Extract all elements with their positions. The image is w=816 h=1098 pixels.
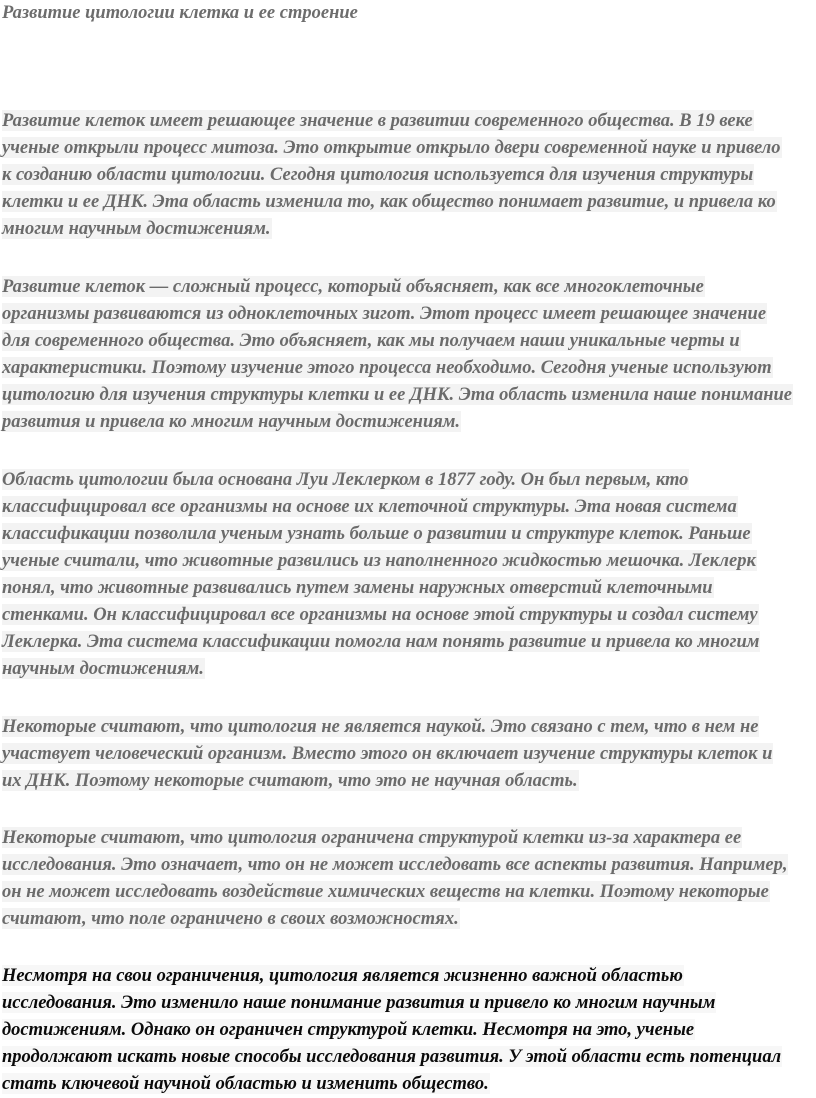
paragraph-2 <box>2 274 814 436</box>
text-line: исследования. Это означает, что он не может исследовать все аспекты развития. Например, <box>2 855 788 875</box>
text-line: организмы развиваются из одноклеточных зигот. Этот процесс имеет решающее значение <box>2 304 767 324</box>
text-line: клетки и ее ДНК. Эта область изменила то, как общество понимает развитие, и привела ко <box>2 192 776 212</box>
text-line: исследования. Это изменило наше понимание развития и привело ко многим научным <box>2 993 716 1013</box>
text-line: Развитие клеток — сложный процесс, который объясняет, как все многоклеточные <box>2 277 704 297</box>
text-line: их ДНК. Поэтому некоторые считают, что это не научная область. <box>2 771 578 791</box>
paragraph-4 <box>2 714 814 795</box>
text-line: он не может исследовать воздействие химических веществ на клетки. Поэтому некоторые <box>2 882 769 902</box>
text-line: цитологию для изучения структуры клетки и ее ДНК. Эта область изменила наше понимание <box>2 385 792 405</box>
text-line: Некоторые считают, что цитология не является наукой. Это связано с тем, что в нем не <box>2 717 759 737</box>
text-line: к созданию области цитологии. Сегодня цитология используется для изучения структуры <box>2 165 754 185</box>
paragraph-3 <box>2 467 814 683</box>
text-line: Область цитологии была основана Луи Леклерком в 1877 году. Он был первым, кто <box>2 470 689 490</box>
text-line: для современного общества. Это объясняет, как мы получаем наши уникальные черты и <box>2 331 740 351</box>
text-line: стенками. Он классифицировал все организмы на основе этой структуры и создал систему <box>2 605 758 625</box>
text-line: ученые считали, что животные развились из наполненного жидкостью мешочка. Леклерк <box>2 551 756 571</box>
text-line: Леклерка. Эта система классификации помогла нам понять развитие и привела ко многим <box>2 632 760 652</box>
text-line: Развитие клеток имеет решающее значение в развитии современного общества. В 19 веке <box>2 111 753 131</box>
text-line: Несмотря на свои ограничения, цитология является жизненно важной областью <box>2 966 683 986</box>
text-line: продолжают искать новые способы исследования развития. У этой области есть потенциал <box>2 1047 782 1067</box>
text-line: Некоторые считают, что цитология ограничена структурой клетки из-за характера ее <box>2 828 742 848</box>
text-line: понял, что животные развивались путем замены наружных отверстий клеточными <box>2 578 713 598</box>
text-line: считают, что поле ограничено в своих возможностях. <box>2 909 459 929</box>
text-line: достижениям. Однако он ограничен структурой клетки. Несмотря на это, ученые <box>2 1020 695 1040</box>
text-line: характеристики. Поэтому изучение этого процесса необходимо. Сегодня ученые используют <box>2 358 772 378</box>
text-line: стать ключевой научной областью и изменить общество. <box>2 1074 489 1094</box>
paragraph-1 <box>2 108 814 243</box>
text-line: классификации позволила ученым узнать больше о развитии и структуре клеток. Раньше <box>2 524 751 544</box>
text-line: развития и привела ко многим научным достижениям. <box>2 412 461 432</box>
text-line: многим научным достижениям. <box>2 219 271 239</box>
text-line: участвует человеческий организм. Вместо этого он включает изучение структуры клеток и <box>2 744 773 764</box>
paragraph-5 <box>2 825 814 933</box>
text-line: ученые открыли процесс митоза. Это открытие открыло двери современной науке и привело <box>2 138 781 158</box>
paragraph-6 <box>2 963 814 1098</box>
text-line: научным достижениям. <box>2 659 204 679</box>
document-title: Развитие цитологии клетка и ее строение <box>2 3 358 23</box>
text-line: классифицировал все организмы на основе их клеточной структуры. Эта новая система <box>2 497 737 517</box>
